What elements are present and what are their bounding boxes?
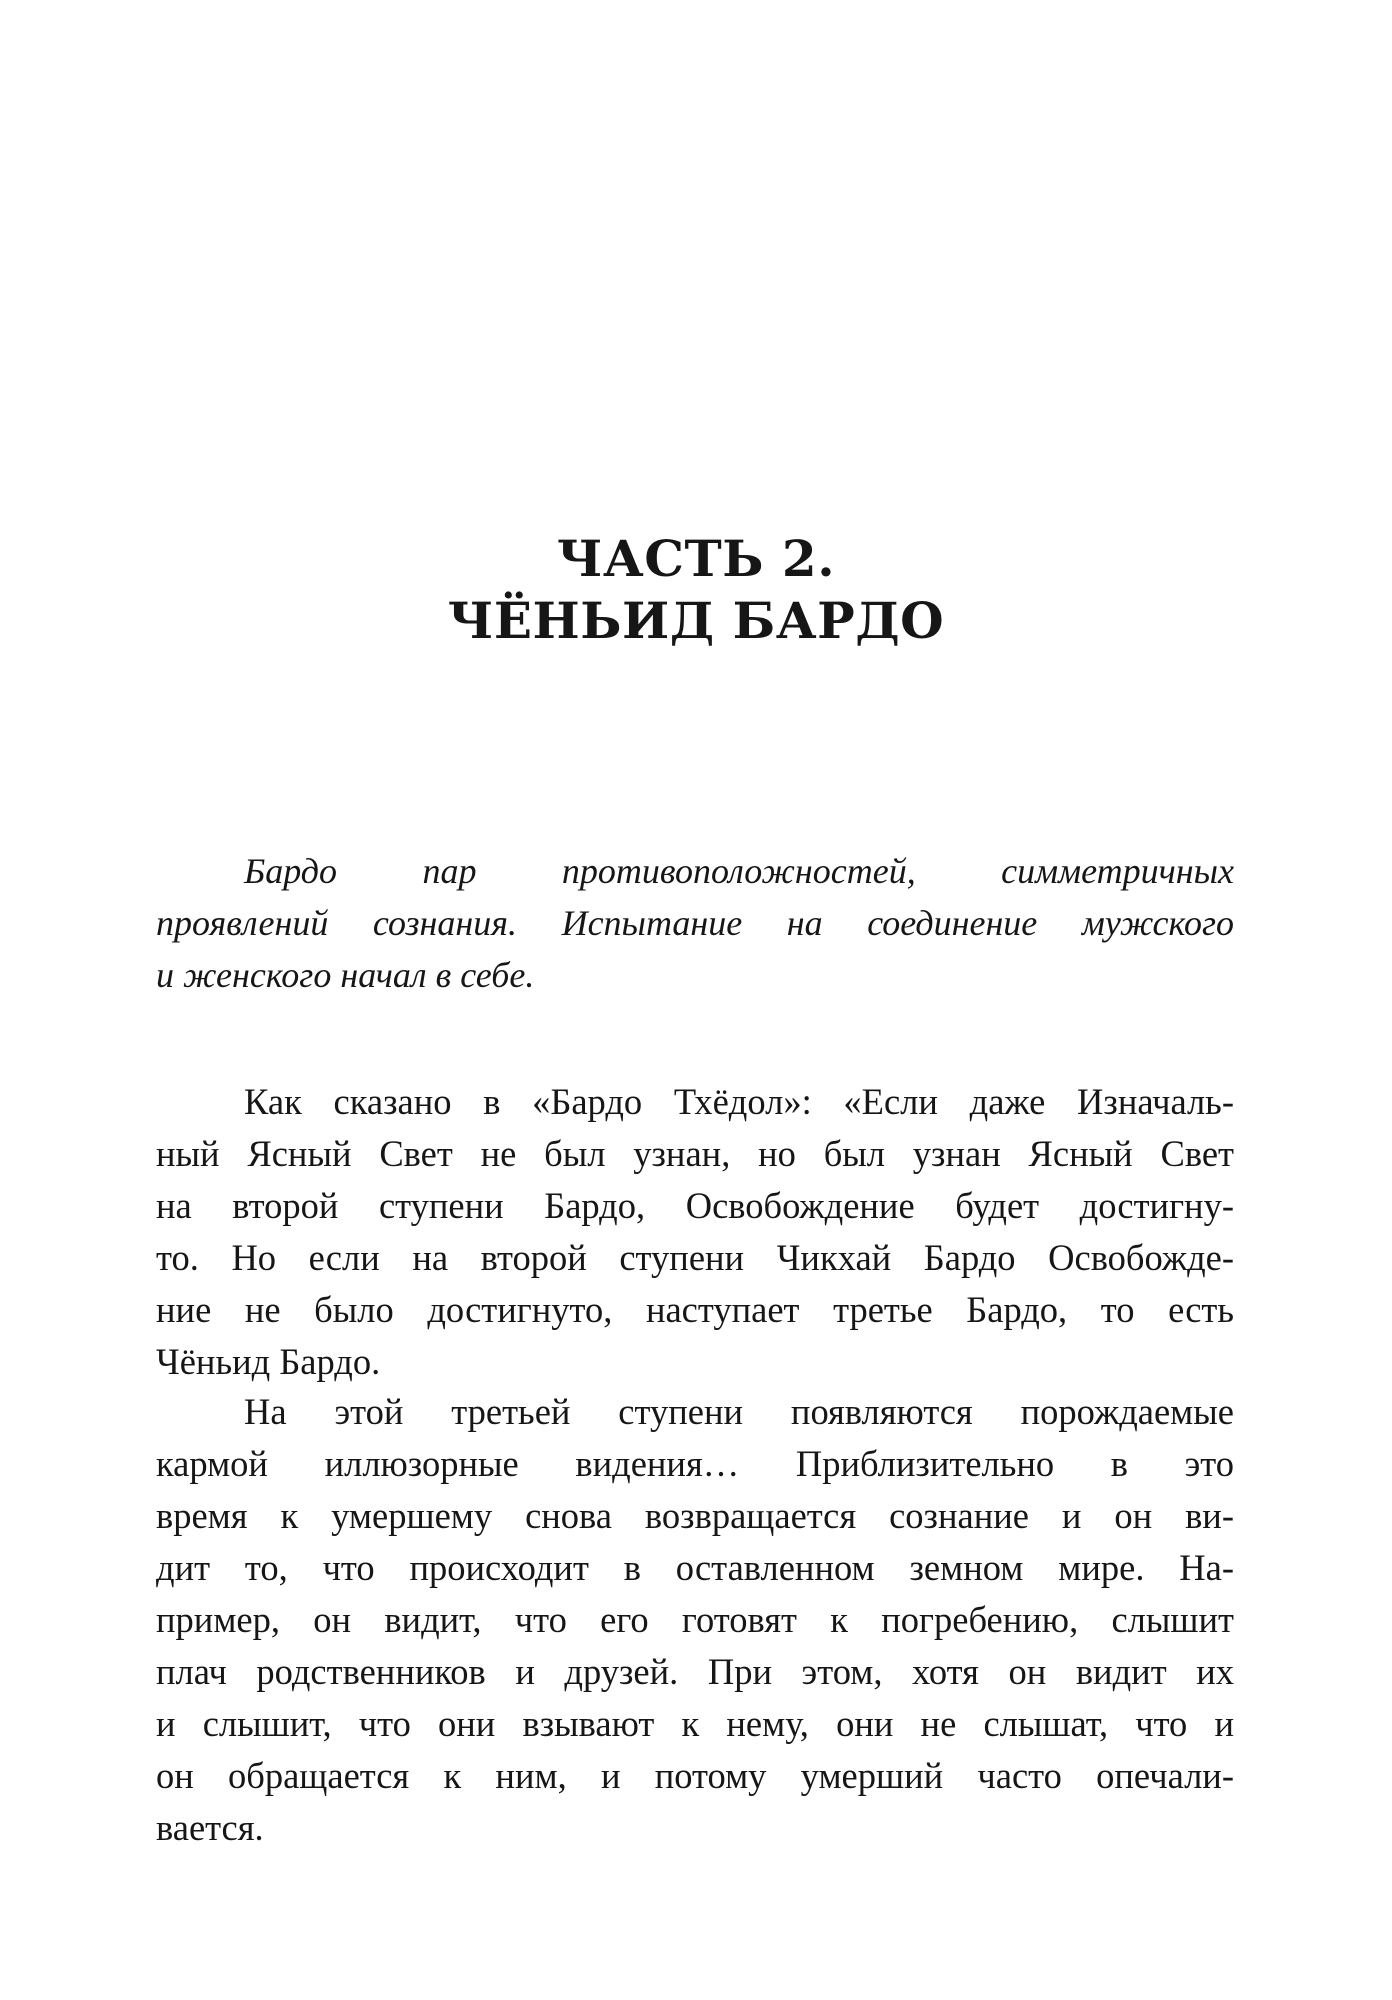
- text-line: то. Но если на второй ступени Чикхай Бардо Освобожде-: [156, 1237, 1234, 1278]
- epigraph-line: и женского начал в себе.: [156, 955, 535, 995]
- text-line: Чёньид Бардо.: [156, 1341, 381, 1382]
- text-line: он обращается к ним, и потому умерший часто опечали-: [156, 1755, 1234, 1796]
- text-line: кармой иллюзорные видения… Приблизительно в это: [156, 1443, 1234, 1484]
- epigraph-line: проявлений сознания. Испытание на соединение мужского: [156, 903, 1234, 943]
- text-line: плач родственников и друзей. При этом, хотя он видит их: [156, 1651, 1234, 1692]
- text-line: на второй ступени Бардо, Освобождение будет достигну-: [156, 1185, 1234, 1226]
- chapter-title: ЧЁНЬИД БАРДО: [447, 591, 945, 650]
- text-line: дит то, что происходит в оставленном земном мире. На-: [156, 1547, 1234, 1588]
- epigraph-line: Бардо пар противоположностей, симметричных: [244, 851, 1234, 891]
- epigraph: [156, 845, 1234, 1001]
- text-line: ние не было достигнуто, наступает третье Бардо, то есть: [156, 1289, 1234, 1330]
- paragraph-1: [156, 1076, 1234, 1388]
- text-line: пример, он видит, что его готовят к погребению, слышит: [156, 1599, 1234, 1640]
- text-line: и слышит, что они взывают к нему, они не слышат, что и: [156, 1703, 1234, 1744]
- chapter-number: ЧАСТЬ 2.: [556, 529, 836, 588]
- text-line: время к умершему снова возвращается сознание и он ви-: [156, 1495, 1234, 1536]
- text-line: вается.: [156, 1807, 264, 1848]
- paragraph-2: [156, 1386, 1234, 1854]
- text-line: Как сказано в «Бардо Тхёдол»: «Если даже Изначаль-: [244, 1081, 1234, 1122]
- text-line: ный Ясный Свет не был узнан, но был узнан Ясный Свет: [156, 1133, 1234, 1174]
- chapter-heading: [0, 528, 1392, 652]
- text-line: На этой третьей ступени появляются порождаемые: [244, 1391, 1234, 1432]
